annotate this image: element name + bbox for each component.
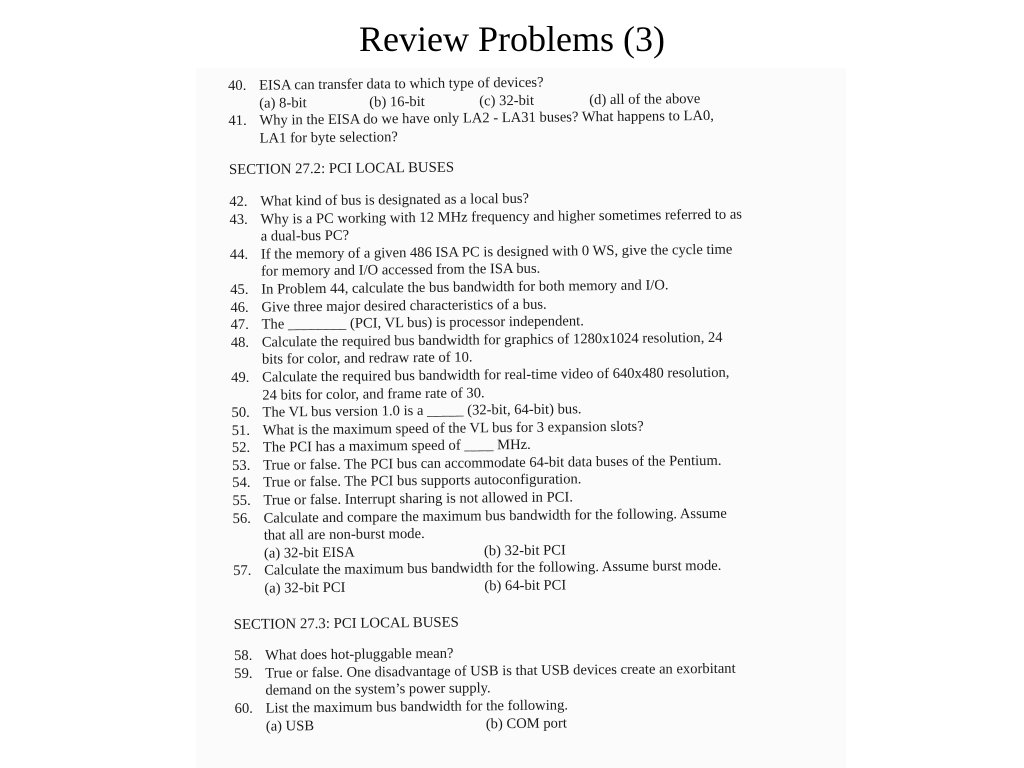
question-number: 48. — [230, 334, 250, 351]
section-heading-27-3: SECTION 27.3: PCI LOCAL BUSES — [233, 614, 459, 633]
question-number: 57. — [233, 563, 252, 580]
option-b: (b) 16-bit — [369, 93, 425, 111]
option-a: (a) 32-bit EISA — [263, 544, 355, 562]
question-57 — [233, 557, 833, 598]
option-b: (b) 64-bit PCI — [484, 577, 567, 595]
question-text: Give three major desired characteristics of a bus. — [261, 296, 547, 316]
question-text-line-2: for memory and I/O accessed from the ISA bus. — [260, 261, 541, 281]
question-number: 41. — [228, 112, 247, 130]
question-text-line-2: 24 bits for color, and frame rate of 30. — [262, 384, 485, 404]
question-text-line-1: Calculate and compare the maximum bus bandwidth for the following. Assume — [263, 505, 727, 527]
question-60 — [235, 695, 835, 736]
question-text-line-2: LA1 for byte selection? — [259, 129, 398, 147]
question-number: 58. — [233, 647, 253, 665]
question-text-line-2: that all are non-burst mode. — [263, 526, 425, 544]
option-a: (a) USB — [265, 717, 315, 735]
question-number: 56. — [232, 510, 251, 527]
question-text-line-1: Why is a PC working with 12 MHz frequency and higher sometimes referred to as — [260, 206, 743, 228]
question-text: True or false. The PCI bus supports autoconfiguration. — [263, 471, 582, 492]
question-number: 59. — [234, 665, 253, 682]
question-text: List the maximum bus bandwidth for the following. — [265, 697, 569, 717]
question-text: EISA can transfer data to which type of devices? — [258, 74, 544, 94]
question-text-line-1: If the memory of a given 486 ISA PC is designed with 0 WS, give the cycle time — [260, 241, 733, 263]
question-text: What does hot-pluggable mean? — [264, 645, 454, 664]
question-text: In Problem 44, calculate the bus bandwidth for both memory and I/O. — [261, 277, 669, 298]
question-number: 60. — [234, 700, 253, 717]
question-number: 47. — [230, 316, 249, 334]
question-number: 49. — [231, 369, 250, 386]
question-text: Calculate the maximum bus bandwidth for the following. Assume burst mode. — [264, 558, 722, 580]
option-a: (a) 32-bit PCI — [264, 579, 346, 597]
option-b: (b) COM port — [485, 715, 567, 732]
option-d: (d) all of the above — [589, 90, 701, 108]
question-text: True or false. Interrupt sharing is not allowed in PCI. — [263, 489, 574, 509]
slide-title: Review Problems (3) — [359, 19, 665, 59]
problem-list — [228, 72, 835, 736]
question-text: What kind of bus is designated as a local bus? — [260, 190, 530, 210]
question-text: What is the maximum speed of the VL bus for 3 expansion slots? — [262, 418, 644, 439]
question-text-line-2: a dual-bus PC? — [260, 227, 350, 245]
question-text: The PCI has a maximum speed of ____ MHz. — [262, 437, 531, 456]
section-heading-27-2: SECTION 27.2: PCI LOCAL BUSES — [228, 160, 455, 179]
question-text-line-2: bits for color, and redraw rate of 10. — [261, 349, 473, 368]
question-number: 43. — [229, 211, 248, 228]
question-number: 55. — [232, 492, 251, 510]
question-56 — [233, 504, 834, 563]
question-text-line-1: True or false. One disadvantage of USB is that USB devices create an exorbitant — [265, 660, 736, 682]
question-text-line-2: demand on the system’s power supply. — [265, 680, 491, 700]
question-number: 45. — [230, 281, 249, 298]
question-number: 44. — [229, 246, 249, 263]
option-b: (b) 32-bit PCI — [483, 542, 566, 560]
question-number: 50. — [231, 404, 250, 422]
option-a: (a) 8-bit — [259, 94, 307, 112]
question-text: The VL bus version 1.0 is a _____ (32-bit, 64-bit) bus. — [262, 401, 582, 421]
question-number: 51. — [231, 422, 251, 439]
question-text-line-1: Calculate the required bus bandwidth for graphics of 1280x1024 resolution, 24 — [261, 329, 723, 351]
question-text-line-1: Calculate the required bus bandwidth for real-time video of 640x480 resolution, — [262, 364, 730, 386]
question-text: The ________ (PCI, VL bus) is processor independent. — [261, 313, 584, 333]
option-c: (c) 32-bit — [479, 92, 535, 109]
question-text-line-1: Why in the EISA do we have only LA2 - LA31 buses? What happens to LA0, — [259, 108, 714, 129]
question-number: 53. — [231, 457, 251, 474]
question-number: 54. — [232, 475, 251, 492]
question-number: 40. — [228, 77, 247, 94]
question-number: 42. — [229, 193, 248, 210]
question-41 — [228, 107, 828, 148]
question-number: 52. — [231, 440, 251, 457]
question-number: 46. — [230, 299, 249, 316]
question-text: True or false. The PCI bus can accommodate 64-bit data buses of the Pentium. — [262, 452, 722, 474]
